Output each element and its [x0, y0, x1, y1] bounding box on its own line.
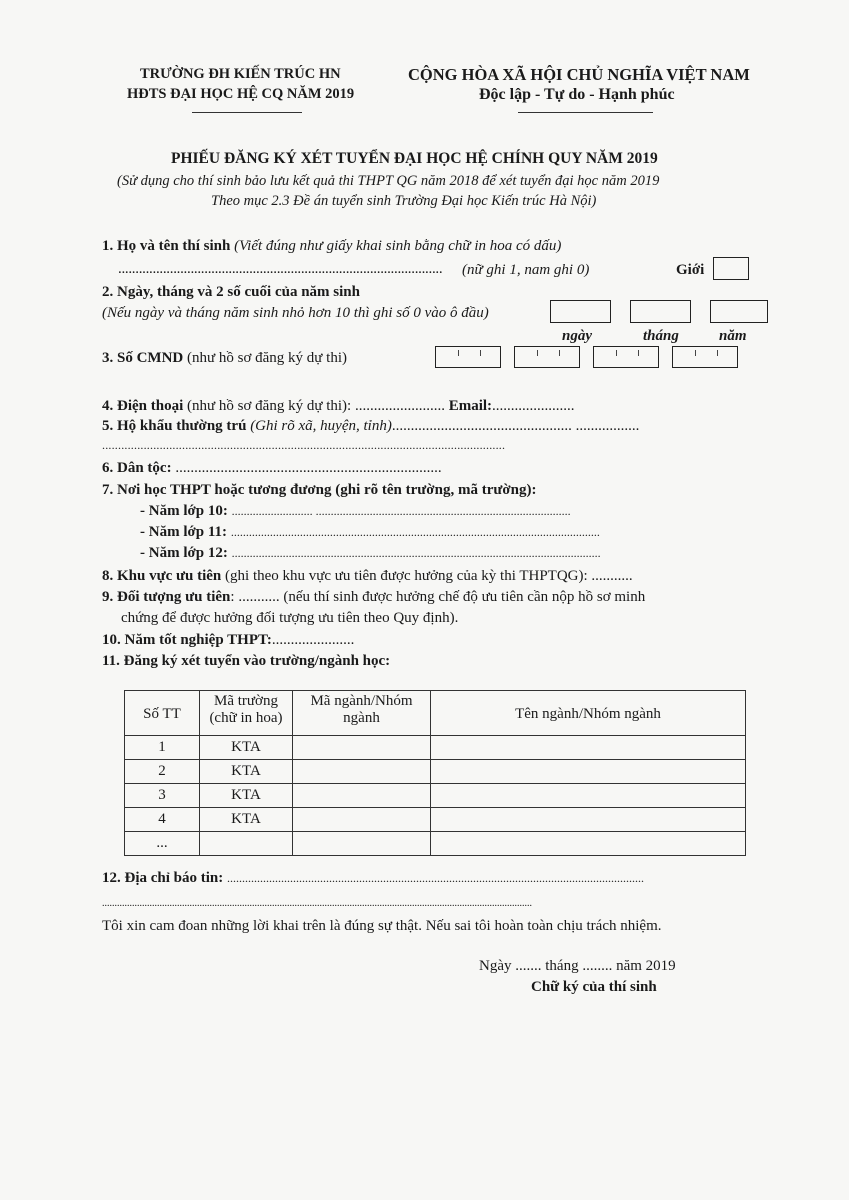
- row-major-name[interactable]: [431, 808, 746, 832]
- email-label: Email:: [448, 398, 493, 414]
- field-3-hint: (như hồ sơ đăng ký dự thi): [187, 350, 348, 366]
- table-row: [125, 736, 746, 760]
- field-2-hint: (Nếu ngày và tháng năm sinh nhỏ hơn 10 thì ghi số 0 vào ô đầu): [102, 305, 489, 321]
- row-school-code: KTA: [200, 760, 293, 784]
- row-school-code: KTA: [200, 808, 293, 832]
- header-school-code: Mã trường (chữ in hoa): [200, 691, 293, 736]
- field-10-label: 10. Năm tốt nghiệp THPT:: [102, 632, 272, 648]
- row-school-code: KTA: [200, 736, 293, 760]
- table-header-row: [125, 691, 746, 736]
- full-name-field[interactable]: ..............................................................................................: [118, 261, 443, 277]
- grade-11-label: - Năm lớp 11:: [140, 524, 228, 540]
- header-major-code: Mã ngành/Nhóm ngành: [293, 691, 431, 736]
- field-6-row: [102, 460, 442, 477]
- field-5-label: 5. Hộ khẩu thường trú: [102, 418, 247, 434]
- signature-caption: Chữ ký của thí sinh: [531, 979, 657, 995]
- grade-11-row: [140, 524, 600, 541]
- birth-month-box[interactable]: [630, 300, 691, 323]
- birth-year-box[interactable]: [710, 300, 768, 323]
- field-1-label: 1. Họ và tên thí sinh: [102, 238, 231, 254]
- form-subtitle-1: (Sử dụng cho thí sinh bảo lưu kết quả thi THPT QG năm 2018 để xét tuyển đại học năm 2019: [117, 173, 660, 189]
- field-7-label: 7. Nơi học THPT hoặc tương đương (ghi rõ tên trường, mã trường):: [102, 482, 537, 498]
- row-index: 1: [125, 736, 200, 760]
- grade-10-label: - Năm lớp 10:: [140, 503, 228, 519]
- field-4-label: 4. Điện thoại: [102, 398, 184, 414]
- row-major-code[interactable]: [293, 808, 431, 832]
- national-title: CỘNG HÒA XÃ HỘI CHỦ NGHĨA VIỆT NAM: [408, 65, 750, 84]
- month-caption: tháng: [643, 328, 679, 344]
- row-school-code[interactable]: [200, 832, 293, 856]
- notify-address-field[interactable]: ...........................................................................................................................................: [227, 871, 645, 885]
- id-box-3[interactable]: [593, 346, 659, 368]
- table-row: [125, 784, 746, 808]
- header-major-name: Tên ngành/Nhóm ngành: [431, 691, 746, 736]
- field-2-label: 2. Ngày, tháng và 2 số cuối của năm sinh: [102, 284, 360, 300]
- grade-10-field[interactable]: ........................... .....................................................................................: [231, 504, 571, 518]
- email-field[interactable]: ......................: [492, 398, 575, 414]
- left-header-rule: [192, 112, 302, 113]
- row-major-code[interactable]: [293, 832, 431, 856]
- day-caption: ngày: [562, 328, 592, 344]
- gender-label: Giới: [676, 262, 705, 278]
- gender-hint: (nữ ghi 1, nam ghi 0): [462, 262, 590, 278]
- field-9-label: 9. Đối tượng ưu tiên: [102, 589, 231, 605]
- registration-table: [124, 690, 746, 856]
- grade-10-row: [140, 503, 571, 520]
- field-5-hint: (Ghi rõ xã, huyện, tỉnh): [250, 418, 392, 434]
- field-1-row: [102, 238, 561, 255]
- row-major-name[interactable]: [431, 832, 746, 856]
- id-box-4[interactable]: [672, 346, 738, 368]
- priority-region-field[interactable]: (ghi theo khu vực ưu tiên được hưởng của kỳ thi THPTQG): ...........: [225, 568, 633, 584]
- field-3-row: [102, 350, 347, 367]
- grade-12-row: [140, 545, 601, 562]
- grade-12-field[interactable]: ...........................................................................................................................: [231, 546, 601, 560]
- school-name: TRƯỜNG ĐH KIẾN TRÚC HN: [140, 66, 341, 82]
- birth-day-box[interactable]: [550, 300, 611, 323]
- field-4-row: [102, 398, 575, 415]
- row-major-code[interactable]: [293, 784, 431, 808]
- id-box-1[interactable]: [435, 346, 501, 368]
- priority-group-field[interactable]: : ........... (nếu thí sinh được hưởng chế độ ưu tiên cần nộp hồ sơ minh: [230, 589, 646, 605]
- field-12-row: [102, 870, 644, 887]
- row-index: 2: [125, 760, 200, 784]
- year-caption: năm: [719, 328, 747, 344]
- grade-11-field[interactable]: ...........................................................................................................................: [230, 525, 600, 539]
- field-9-row: [102, 589, 645, 606]
- row-major-code[interactable]: [293, 736, 431, 760]
- right-header-rule: [518, 112, 653, 113]
- pledge-text: Tôi xin cam đoan những lời khai trên là đúng sự thật. Nếu sai tôi hoàn toàn chịu trách nhiệm.: [102, 918, 662, 934]
- field-5-row: [102, 418, 639, 435]
- field-3-label: 3. Số CMND: [102, 350, 184, 366]
- row-index: 4: [125, 808, 200, 832]
- field-9-hint-2: chứng để được hưởng đối tượng ưu tiên theo Quy định).: [121, 610, 459, 626]
- council-name: HĐTS ĐẠI HỌC HỆ CQ NĂM 2019: [127, 86, 355, 102]
- row-major-name[interactable]: [431, 736, 746, 760]
- field-1-hint: (Viết đúng như giấy khai sinh bằng chữ in hoa có dấu): [234, 238, 562, 254]
- field-8-label: 8. Khu vực ưu tiên: [102, 568, 222, 584]
- row-major-name[interactable]: [431, 760, 746, 784]
- ethnicity-field[interactable]: .......................................................................: [175, 460, 442, 476]
- row-school-code: KTA: [200, 784, 293, 808]
- gender-box[interactable]: [713, 257, 749, 280]
- row-index: 3: [125, 784, 200, 808]
- national-motto: Độc lập - Tự do - Hạnh phúc: [479, 86, 675, 103]
- graduation-year-field[interactable]: ......................: [271, 632, 355, 648]
- table-row: [125, 760, 746, 784]
- signature-date: Ngày ....... tháng ........ năm 2019: [479, 958, 676, 974]
- row-major-code[interactable]: [293, 760, 431, 784]
- table-row: [125, 832, 746, 856]
- field-8-row: [102, 568, 633, 585]
- field-11-label: 11. Đăng ký xét tuyển vào trường/ngành học:: [102, 653, 391, 669]
- form-subtitle-2: Theo mục 2.3 Đề án tuyển sinh Trường Đại học Kiến trúc Hà Nội): [211, 193, 597, 209]
- field-12-label: 12. Địa chỉ báo tin:: [102, 870, 224, 886]
- grade-12-label: - Năm lớp 12:: [140, 545, 228, 561]
- field-6-label: 6. Dân tộc:: [102, 460, 172, 476]
- residence-field[interactable]: ................................................ .................: [391, 418, 640, 434]
- phone-field[interactable]: (như hồ sơ đăng ký dự thi): ........................: [187, 398, 445, 414]
- id-box-2[interactable]: [514, 346, 580, 368]
- row-major-name[interactable]: [431, 784, 746, 808]
- notify-address-field-line-2[interactable]: ............................................................................................................................................................................: [102, 898, 532, 909]
- table-row: [125, 808, 746, 832]
- form-title: PHIẾU ĐĂNG KÝ XÉT TUYỂN ĐẠI HỌC HỆ CHÍNH QUY NĂM 2019: [171, 150, 658, 167]
- row-index: ...: [125, 832, 200, 856]
- residence-field-line-2[interactable]: ..............................................................................................................................: [102, 438, 506, 452]
- field-10-row: [102, 632, 354, 649]
- header-index: Số TT: [125, 691, 200, 736]
